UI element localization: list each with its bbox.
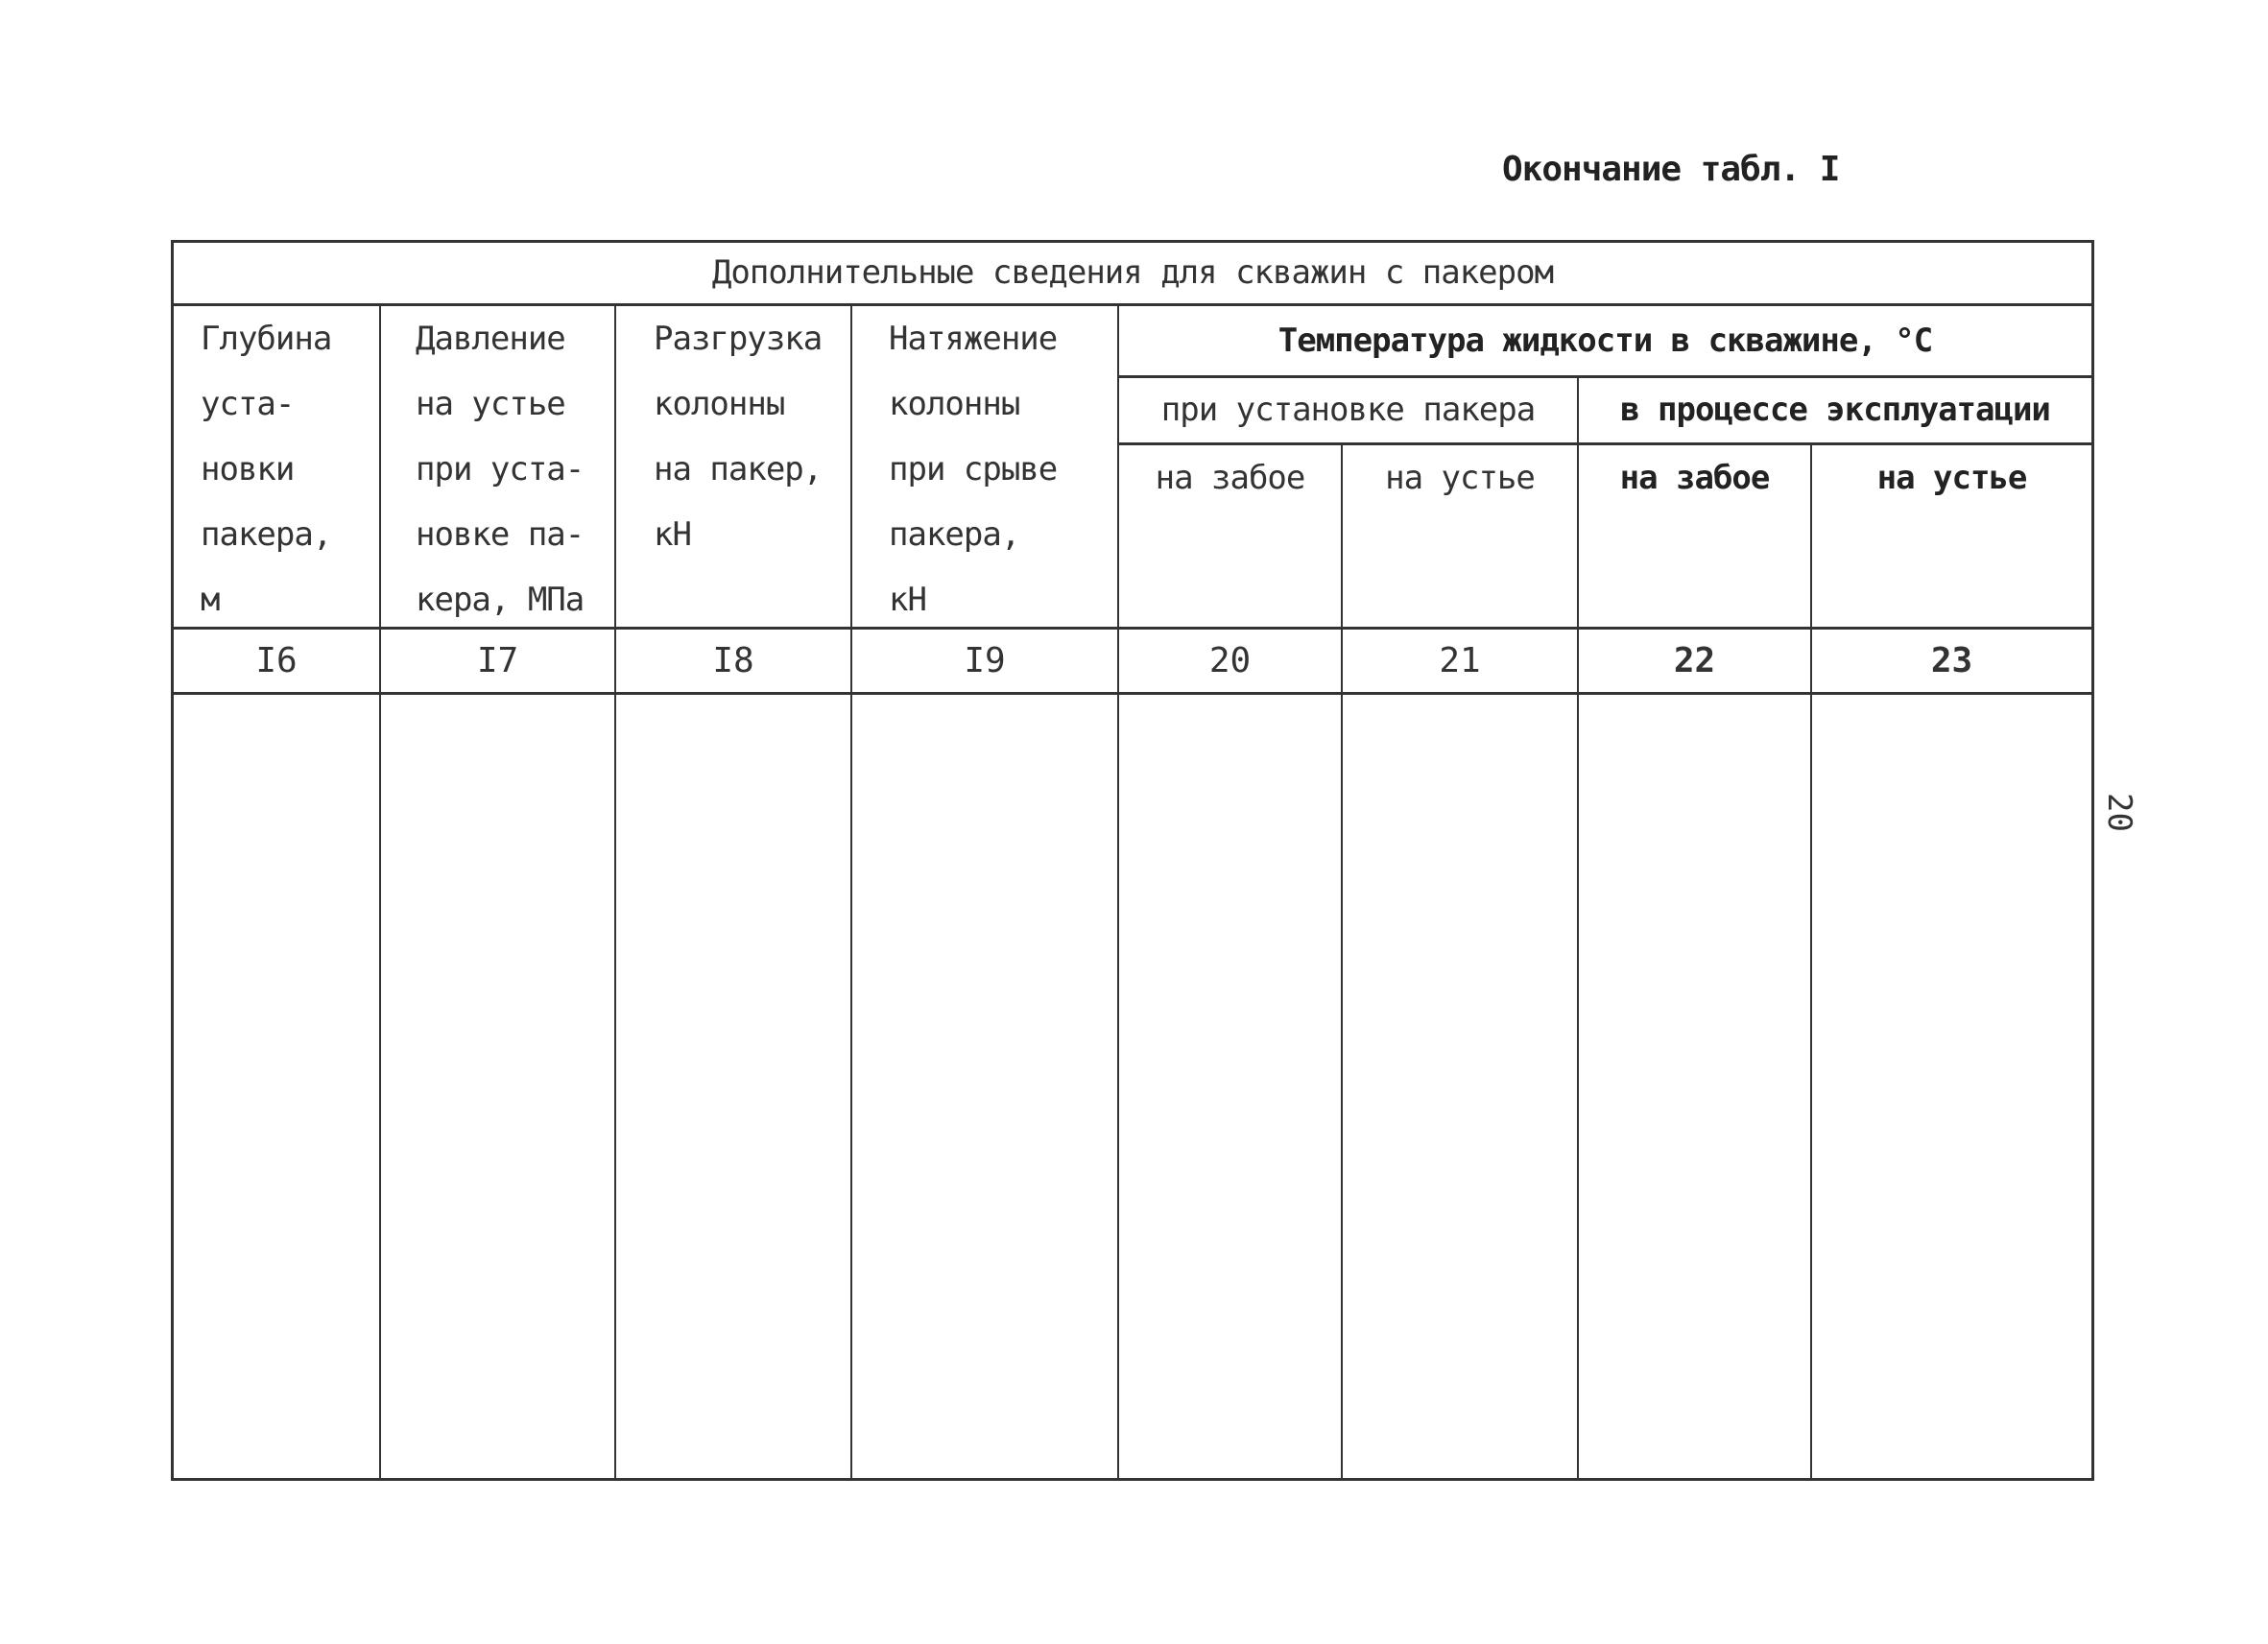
col-divider-5 <box>1341 442 1343 1481</box>
col-divider-1 <box>379 303 381 1481</box>
header-tension: Натяжение колонны при срыве пакера, кН <box>889 320 1058 619</box>
subgroup-operation: в процессе эксплуатации <box>1620 391 2050 429</box>
header-pressure: Давление на устье при уста- новке па- кера, МПа <box>416 320 585 619</box>
header-operation-mouth: на устье <box>1876 459 2027 497</box>
col-divider-6 <box>1577 375 1579 1481</box>
col-number-19: I9 <box>964 641 1006 680</box>
header-operation-bottom: на забое <box>1619 459 1770 497</box>
page-number: 20 <box>2100 793 2138 832</box>
col-divider-7 <box>1810 442 1812 1481</box>
header-install-mouth: на устье <box>1385 459 1535 497</box>
data-table <box>171 240 2094 1481</box>
subgroup-install: при установке пакера <box>1160 391 1536 429</box>
col-number-16: I6 <box>255 641 298 680</box>
table-caption: Окончание табл. I <box>1502 150 1840 189</box>
numbers-bottom <box>174 692 2091 695</box>
header-unload: Разгрузка колонны на пакер, кН <box>654 320 823 554</box>
col-number-18: I8 <box>712 641 754 680</box>
header-depth: Глубина уста- новки пакера, м <box>201 320 332 619</box>
col-divider-3 <box>850 303 852 1481</box>
col-number-22: 22 <box>1673 641 1716 680</box>
col-number-20: 20 <box>1208 641 1252 680</box>
col-divider-2 <box>614 303 616 1481</box>
header-temperature: Температура жидкости в скважине, °С <box>1277 322 1933 360</box>
table-title: Дополнительные сведения для скважин с пакером <box>711 253 1554 292</box>
col-number-17: I7 <box>476 641 519 680</box>
col-number-21: 21 <box>1439 641 1481 680</box>
col-number-23: 23 <box>1930 641 1973 680</box>
header-install-bottom: на забое <box>1155 459 1305 497</box>
